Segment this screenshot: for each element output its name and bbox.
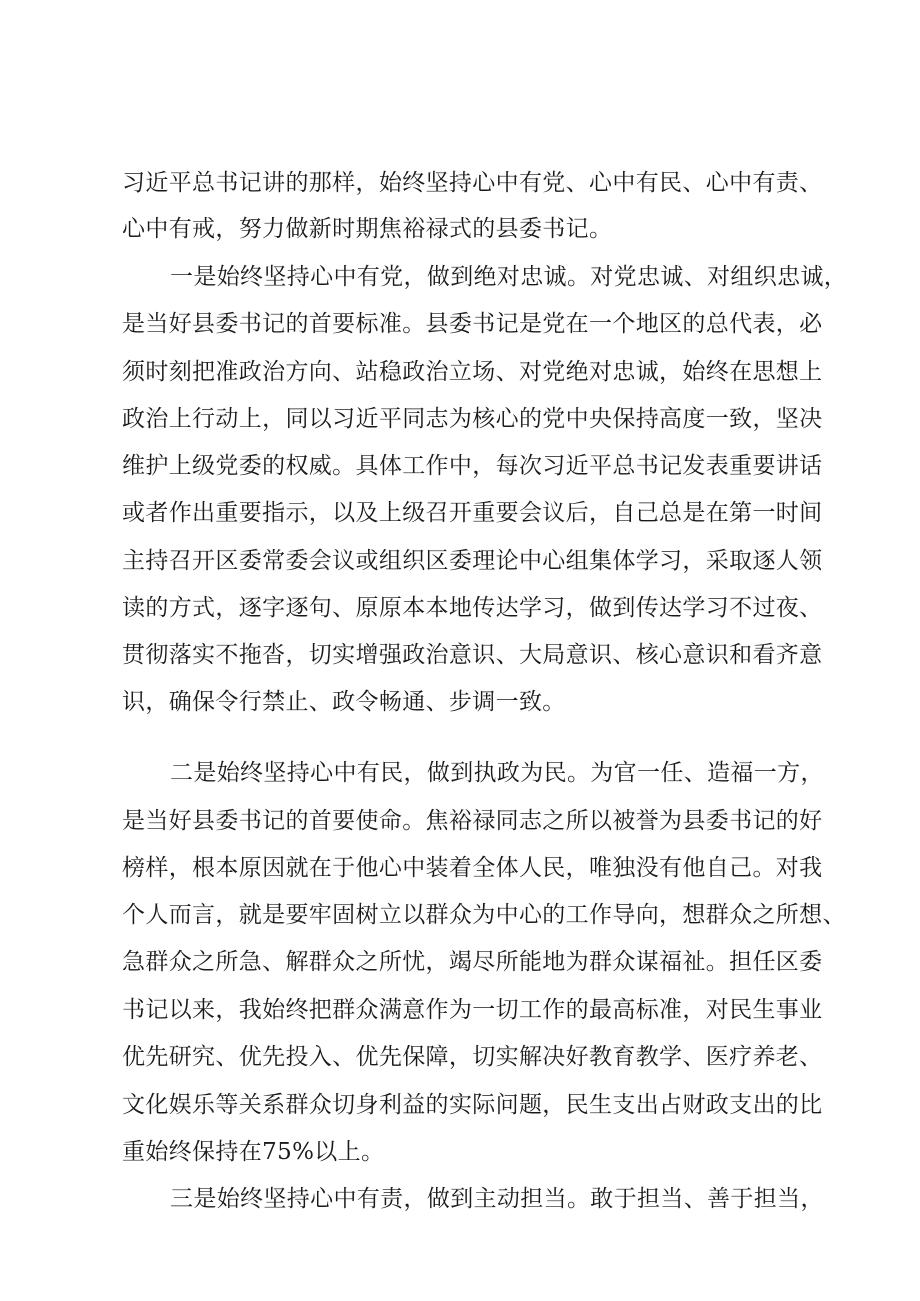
- text-line: 是当好县委书记的首要标准。县委书记是党在一个地区的总代表，必: [122, 311, 823, 337]
- text-line: 主持召开区委常委会议或组织区委理论中心组集体学习，采取逐人领: [122, 548, 823, 574]
- text-line: 二是始终坚持心中有民，做到执政为民。为官一任、造福一方，: [170, 760, 824, 786]
- text-line: 三是始终坚持心中有责，做到主动担当。敢于担当、善于担当，: [170, 1186, 824, 1212]
- text-line: 心中有戒，努力做新时期焦裕禄式的县委书记。: [122, 216, 613, 242]
- text-line: 或者作出重要指示，以及上级召开重要会议后，自己总是在第一时间: [122, 500, 823, 526]
- text-line: 读的方式，逐字逐句、原原本本地传达学习，做到传达学习不过夜、: [122, 595, 823, 621]
- text-line: 维护上级党委的权威。具体工作中，每次习近平总书记发表重要讲话: [122, 453, 823, 479]
- text-line: 识，确保令行禁止、政令畅通、步调一致。: [122, 689, 566, 715]
- text-line: 须时刻把准政治方向、站稳政治立场、对党绝对忠诚，始终在思想上: [122, 359, 823, 385]
- text-line: 重始终保持在75%以上。: [122, 1139, 385, 1165]
- text-line: 一是始终坚持心中有党，做到绝对忠诚。对党忠诚、对组织忠诚，: [170, 264, 848, 290]
- text-line: 急群众之所急、解群众之所忧，竭尽所能地为群众谋福祉。担任区委: [122, 949, 823, 975]
- text-line: 习近平总书记讲的那样，始终坚持心中有党、心中有民、心中有责、: [122, 170, 823, 196]
- text-line: 书记以来，我始终把群众满意作为一切工作的最高标准，对民生事业: [122, 997, 823, 1023]
- text-line: 政治上行动上，同以习近平同志为核心的党中央保持高度一致，坚决: [122, 406, 823, 432]
- text-line: 榜样，根本原因就在于他心中装着全体人民，唯独没有他自己。对我: [122, 855, 823, 881]
- text-line: 个人而言，就是要牢固树立以群众为中心的工作导向，想群众之所想、: [122, 902, 846, 928]
- text-line: 文化娱乐等关系群众切身利益的实际问题，民生支出占财政支出的比: [122, 1092, 823, 1118]
- text-line: 贯彻落实不拖沓，切实增强政治意识、大局意识、核心意识和看齐意: [122, 642, 823, 668]
- text-line: 优先研究、优先投入、优先保障，切实解决好教育教学、医疗养老、: [122, 1044, 823, 1070]
- text-line: 是当好县委书记的首要使命。焦裕禄同志之所以被誉为县委书记的好: [122, 808, 823, 834]
